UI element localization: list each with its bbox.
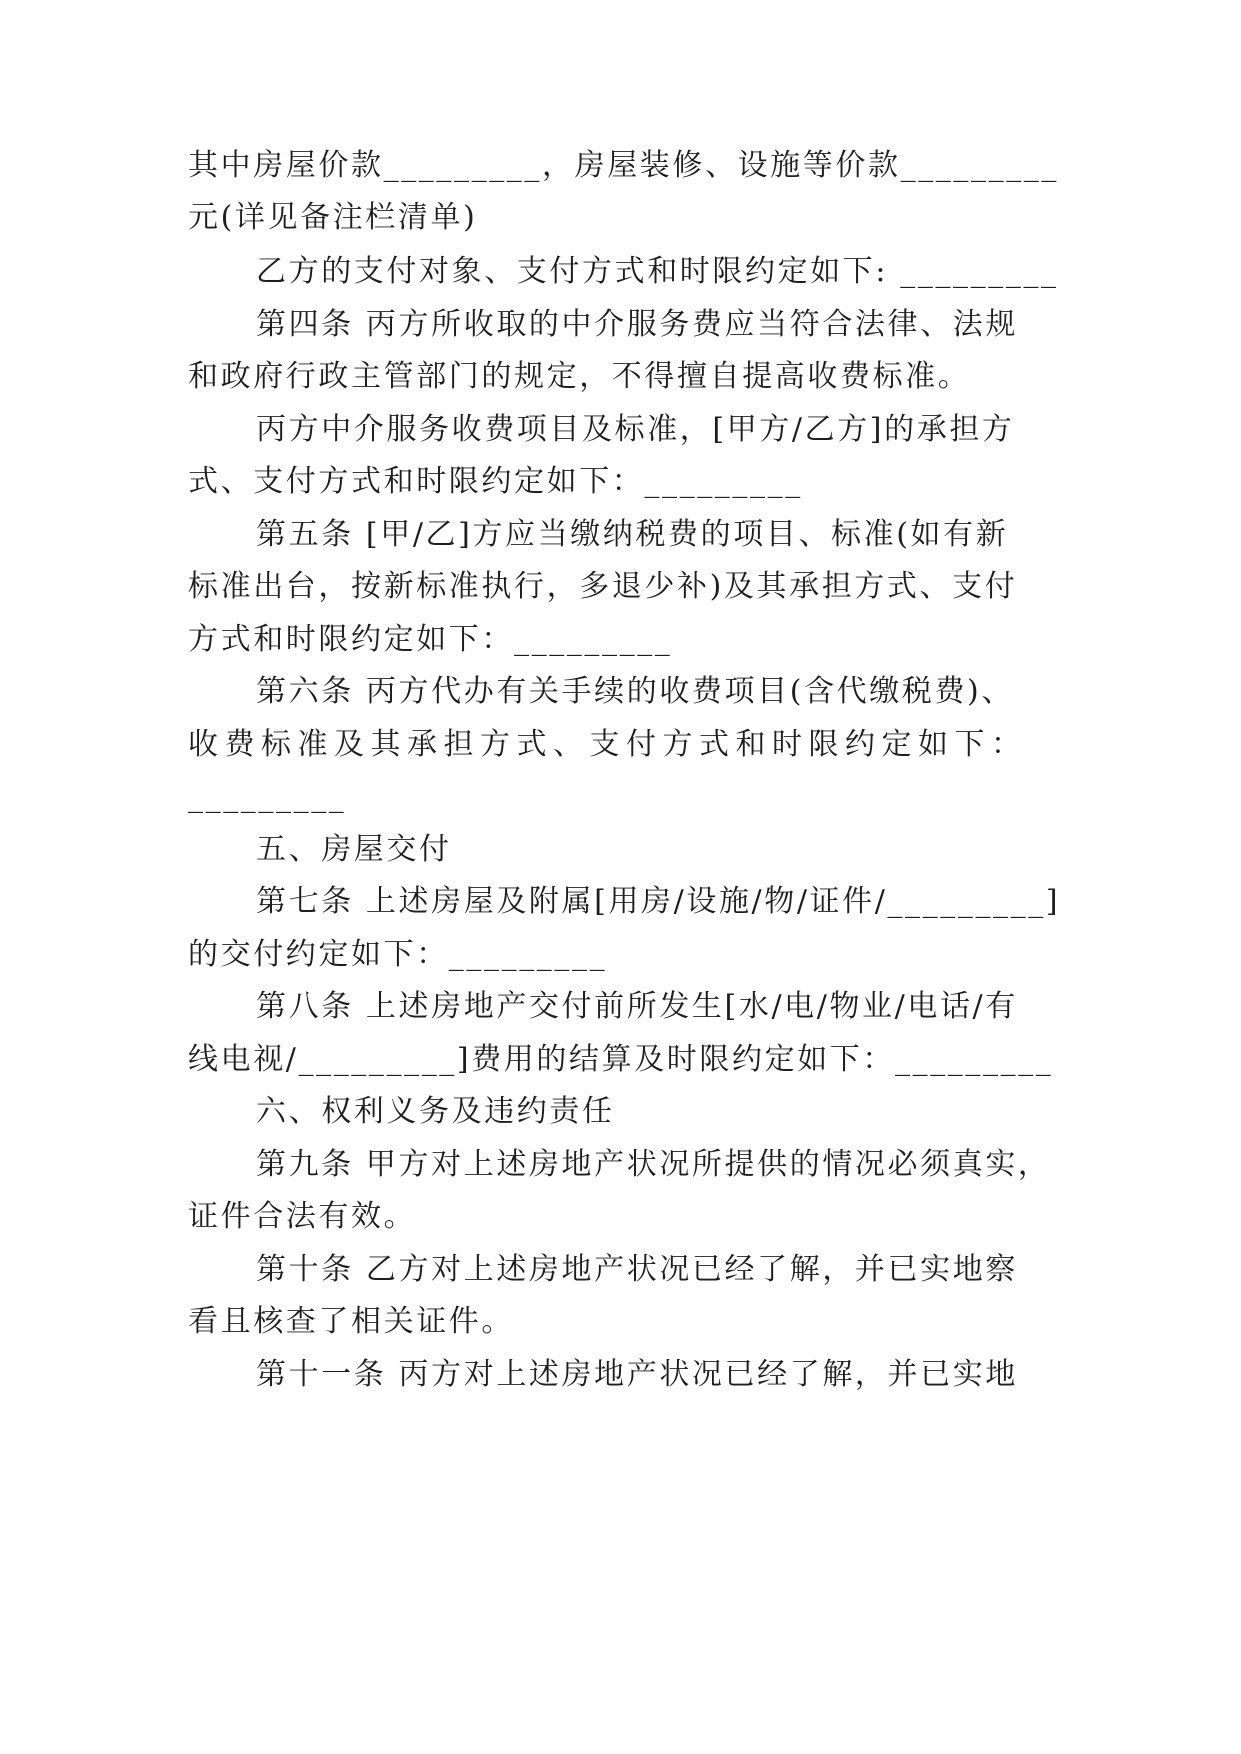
clause-7-line: 第七条 上述房屋及附属[用房/设施/物/证件/_________] [256,884,1061,919]
clause-8-line: 第八条 上述房地产交付前所发生[水/电/物业/电话/有 [256,989,1018,1024]
text-line: 看且核查了相关证件。 [188,1304,514,1339]
text-line: 乙方的支付对象、支付方式和时限约定如下: _________ [256,254,1059,289]
section-heading-delivery: 五、房屋交付 [256,832,452,867]
text-line: 标准出台，按新标准执行，多退少补)及其承担方式、支付 [188,569,1018,604]
text-line: 线电视/_________]费用的结算及时限约定如下：_________ [188,1042,1054,1077]
clause-11-line: 第十一条 丙方对上述房地产状况已经了解，并已实地 [256,1357,1018,1392]
text-line: 的交付约定如下：_________ [188,937,608,972]
text-line: 证件合法有效。 [188,1199,417,1234]
text-line: 方式和时限约定如下：_________ [188,622,673,657]
text-line: 其中房屋价款_________，房屋装修、设施等价款_________ [188,148,1059,183]
text-line: 式、支付方式和时限约定如下：_________ [188,464,803,499]
section-heading-rights: 六、权利义务及违约责任 [256,1094,615,1129]
clause-4-line: 第四条 丙方所收取的中介服务费应当符合法律、法规 [256,307,1018,342]
text-line: 和政府行政主管部门的规定，不得擅自提高收费标准。 [188,359,971,394]
text-line: 元(详见备注栏清单) [188,200,478,235]
clause-5-line: 第五条 [甲/乙]方应当缴纳税费的项目、标准(如有新 [256,517,1009,552]
text-line: 丙方中介服务收费项目及标准，[甲方/乙方]的承担方 [256,412,1015,447]
clause-9-line: 第九条 甲方对上述房地产状况所提供的情况必须真实， [256,1147,1051,1182]
text-line: 收费标准及其承担方式、支付方式和时限约定如下： [188,727,1028,762]
clause-6-line: 第六条 丙方代办有关手续的收费项目(含代缴税费)、 [256,674,1014,709]
clause-10-line: 第十条 乙方对上述房地产状况已经了解，并已实地察 [256,1252,1018,1287]
text-line: _________ [188,779,347,814]
